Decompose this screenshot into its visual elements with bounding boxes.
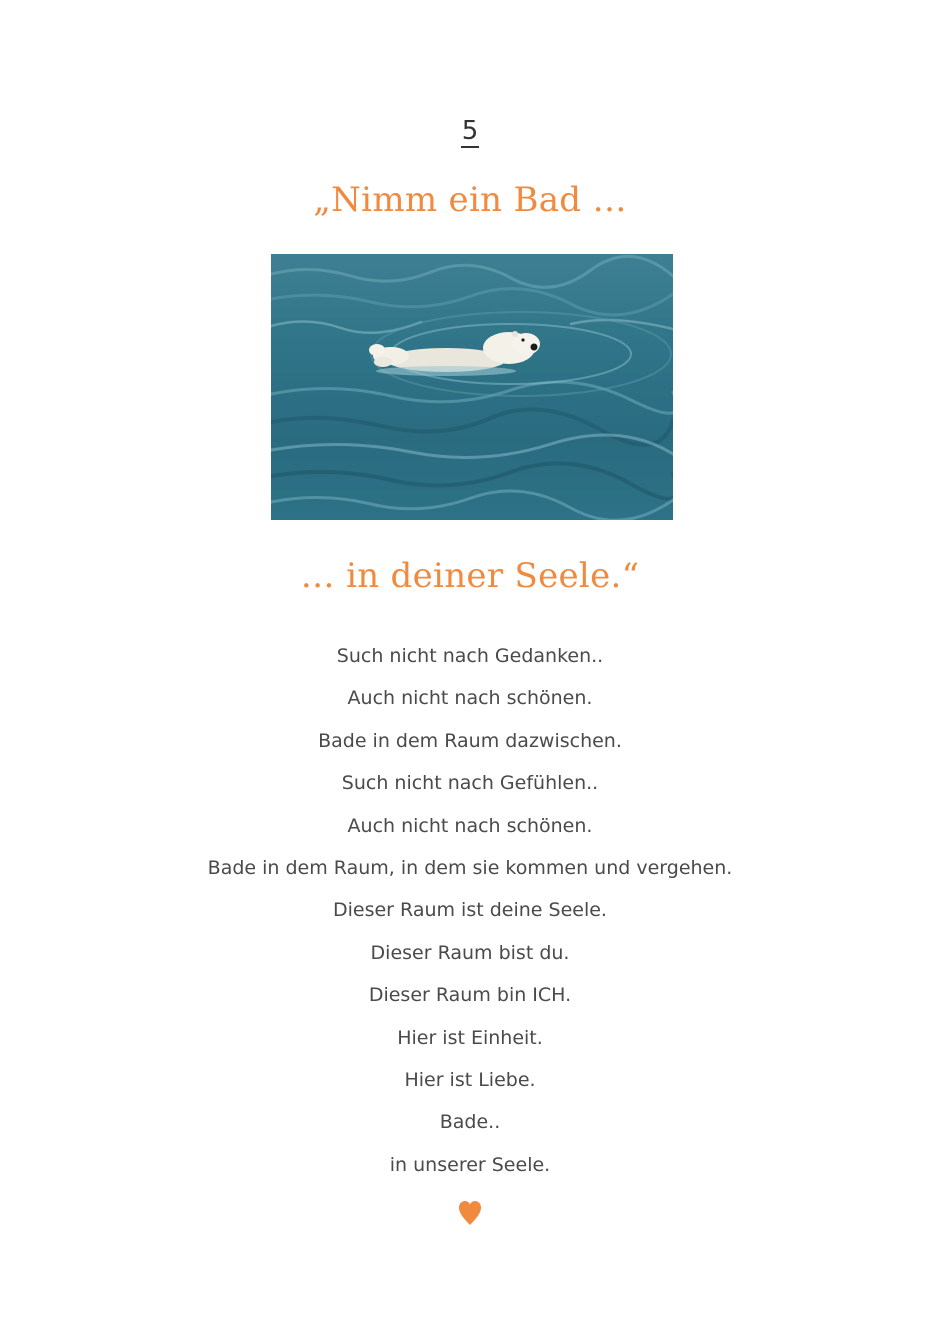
poem-line: Dieser Raum ist deine Seele. — [333, 899, 607, 922]
poem-line: Bade in dem Raum, in dem sie kommen und vergehen. — [207, 856, 733, 879]
poem-line: Such nicht nach Gedanken.. — [336, 645, 604, 667]
poem — [0, 640, 940, 1191]
title-bottom: … in deiner Seele.“ — [300, 556, 640, 596]
poem-line: Dieser Raum bin ICH. — [368, 984, 572, 1007]
poem-line: Such nicht nach Gefühlen.. — [341, 772, 599, 795]
poem-line: Auch nicht nach schönen. — [347, 687, 593, 710]
poem-line: Hier ist Einheit. — [397, 1026, 543, 1049]
poem-line: in unserer Seele. — [389, 1153, 551, 1176]
poem-line: Dieser Raum bist du. — [370, 941, 570, 964]
page-number-text: 5 — [461, 116, 479, 146]
page-number — [0, 116, 940, 146]
heart-icon — [0, 1200, 940, 1231]
poem-line: Bade.. — [439, 1111, 501, 1134]
poem-line: Bade in dem Raum dazwischen. — [318, 729, 622, 752]
title-top: „Nimm ein Bad … — [313, 180, 627, 220]
poem-line: Auch nicht nach schönen. — [347, 814, 593, 837]
polar-bear-photo — [271, 254, 673, 520]
poem-line: Hier ist Liebe. — [404, 1068, 536, 1091]
